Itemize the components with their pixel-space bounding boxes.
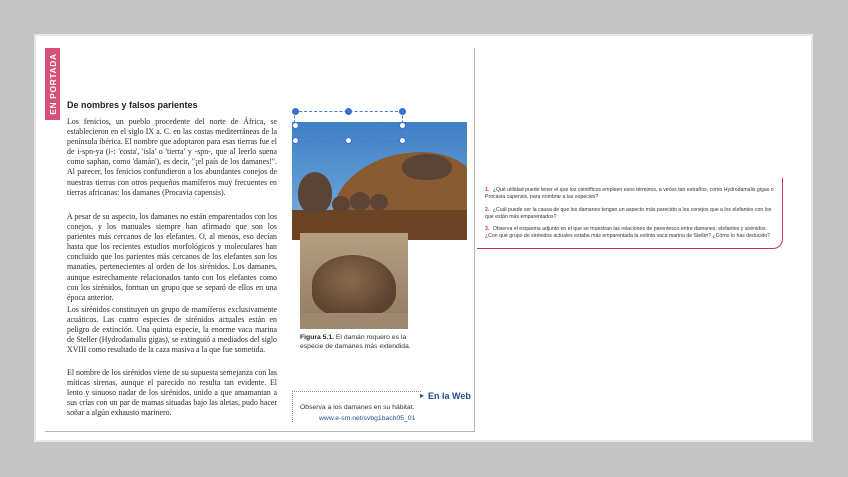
question-item — [485, 226, 777, 239]
question-text: ¿Qué utilidad puede tener el que los científicos empleen esos términos, a veces tan extraños, como Hydrodamalis gigas o Procavia capensis, para nombrar a las especies? — [485, 187, 774, 200]
web-section-title: En la Web — [428, 391, 471, 401]
question-number: 1. — [485, 187, 490, 193]
figure-caption-text: El damán roquero es la especie de damanes más extendida. — [300, 334, 411, 350]
question-number: 3. — [485, 226, 490, 232]
question-item — [485, 207, 777, 220]
section-tab — [45, 48, 60, 120]
web-description: Observa a los damanes en su hábitat. — [300, 404, 415, 411]
web-link[interactable]: www.e-sm.net/svbg1bach05_01 — [319, 415, 416, 422]
rock-hyrax-photo — [300, 233, 408, 329]
resize-handle[interactable] — [292, 137, 299, 144]
resize-handle[interactable] — [292, 108, 299, 115]
resize-handle[interactable] — [399, 137, 406, 144]
resize-handle[interactable] — [292, 122, 299, 129]
figure-caption — [300, 334, 412, 351]
article-title: De nombres y falsos parientes — [67, 100, 198, 110]
question-item — [485, 187, 777, 200]
question-text: Observa el esquema adjunto en el que se muestran las relaciones de parentesco entre damanes, elefantes y sirénidos. ¿Con qué grupo de sirénidos actuales estaba más emparentada la extinta vaca marina de Steller? ¿Cómo lo has deducido? — [485, 226, 771, 239]
question-text: ¿Cuál puede ser la causa de que los damanes tengan un aspecto más parecido a los conejos que a los elefantes con los que están más emparentados? — [485, 207, 772, 220]
article-paragraph-3: Los sirénidos constituyen un grupo de mamíferos exclusivamente acuáticos. Las cuatro especies de sirénidos actuales están en peligro de extinción. Una quinta especie, la enorme vaca marina de Steller (Hydrodamalis gigas), se extinguió a mediados del siglo XVIII como resultado de la caza masiva a la que fue sometida. — [67, 305, 277, 355]
resize-handle[interactable] — [399, 108, 406, 115]
question-number: 2. — [485, 207, 490, 213]
article-paragraph-4: El nombre de los sirénidos viene de su supuesta semejanza con las míticas sirenas, aunque el parecido no resulta tan evidente. El lento y sinuoso nadar de los sirénidos, unido a que amamantan a sus crías con un par de mamas situadas bajo las aletas, pudo hacer soñar a algún exhausto marinero. — [67, 368, 277, 418]
resize-handle[interactable] — [345, 108, 352, 115]
section-tab-label: EN PORTADA — [47, 53, 58, 115]
article-paragraph-2: A pesar de su aspecto, los damanes no están emparentados con los conejos, y los manuales siempre han afirmado que son los parientes más cercanos de los elefantes. O, al menos, eso decían hasta que los recientes estudios morfológicos y moleculares han concluido que los parientes más cercanos de los elefantes son los manatíes, pertenecientes al orden de los sirénidos. Los damanes, aunque estrechamente relacionados tanto con los elefantes como con los sirénidos, forman un grupo que se separó de ellos en una época anterior. — [67, 212, 277, 302]
resize-handle[interactable] — [345, 137, 352, 144]
article-paragraph-1: Los fenicios, un pueblo procedente del norte de África, se establecieron en el siglo IX a. C. en las costas mediterráneas de la península ibérica. El nombre que adoptaron para esas tierras fue el de i-spn-ya (i-: 'costa', 'isla' o 'tierra' y -spn-, que al leerlo suena como saphan, como 'damán'), es decir, "¡el país de los damanes!". Al parecer, los fenicios confundieron a los abundantes conejos de nuestras tierras con otros pequeños mamíferos muy frecuentes en tierras africanas: los damanes (Procavia capensis). — [67, 117, 277, 197]
figure-label: Figura 5.1. — [300, 334, 334, 341]
arrow-right-icon: ▸ — [420, 391, 425, 400]
resize-handle[interactable] — [399, 122, 406, 129]
